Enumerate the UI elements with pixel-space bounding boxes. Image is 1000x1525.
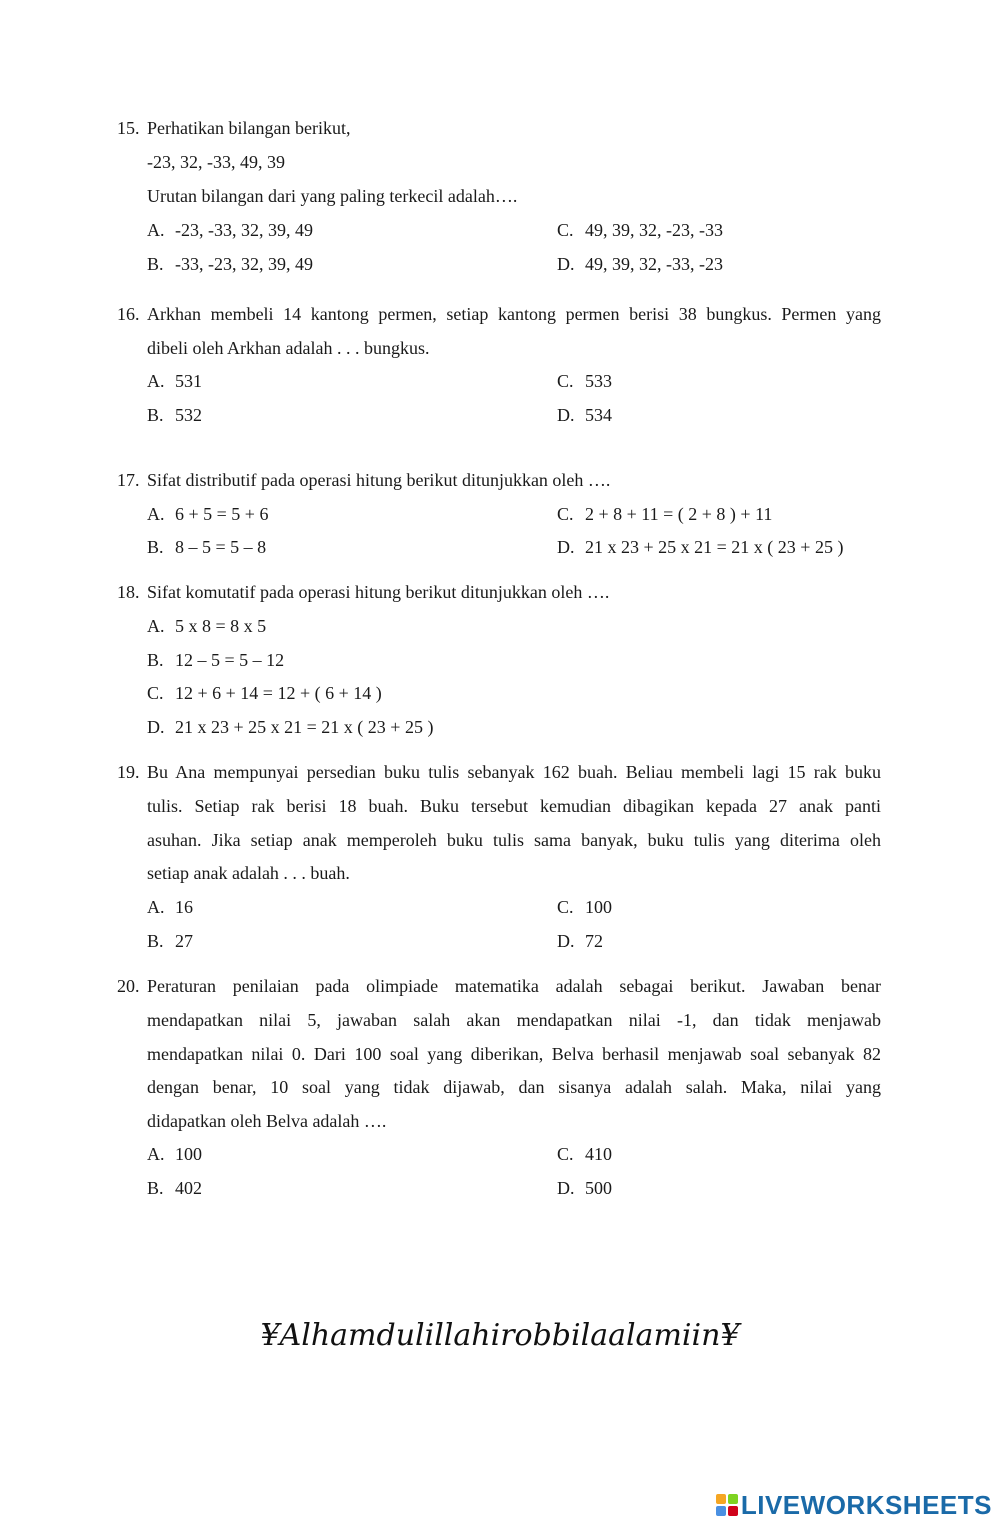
liveworksheets-brand[interactable] [716, 1490, 992, 1520]
question-text: asuhan. Jika setiap anak memperoleh buku tulis sama banyak, buku tulis yang diterima oleh [147, 830, 881, 850]
option-c[interactable]: C. 49, 39, 32, -23, -33 [557, 220, 723, 240]
option-d[interactable]: D. 534 [557, 405, 612, 425]
question-number: 15. [117, 118, 140, 138]
option-b[interactable]: B. 12 – 5 = 5 – 12 [147, 650, 285, 670]
question-text: Bu Ana mempunyai persedian buku tulis sebanyak 162 buah. Beliau membeli lagi 15 rak buku [147, 762, 881, 782]
option-d[interactable]: D. 72 [557, 931, 603, 951]
option-b[interactable]: B. 27 [147, 931, 193, 951]
question-text: Urutan bilangan dari yang paling terkecil adalah…. [147, 186, 518, 206]
question-text: mendapatkan nilai 0. Dari 100 soal yang diberikan, Belva berhasil menjawab soal sebanyak 82 [147, 1044, 881, 1064]
option-a[interactable]: A. 6 + 5 = 5 + 6 [147, 504, 269, 524]
question-text: tulis. Setiap rak berisi 18 buah. Buku tersebut kemudian dibagikan kepada 27 anak panti [147, 796, 881, 816]
question-number: 16. [117, 304, 140, 324]
option-a[interactable]: A. 16 [147, 897, 193, 917]
option-b[interactable]: B. 8 – 5 = 5 – 8 [147, 537, 267, 557]
question-text: dengan benar, 10 soal yang tidak dijawab, dan sisanya adalah salah. Maka, nilai yang [147, 1077, 881, 1097]
option-d[interactable]: D. 49, 39, 32, -33, -23 [557, 254, 723, 274]
question-text: Peraturan penilaian pada olimpiade matematika adalah sebagai berikut. Jawaban benar [147, 976, 881, 996]
question-number: 18. [117, 582, 140, 602]
option-c[interactable]: C. 410 [557, 1144, 612, 1164]
closing-text: ¥Alhamdulillahirobbilaalamiin¥ [260, 1318, 740, 1353]
option-d[interactable]: D. 21 x 23 + 25 x 21 = 21 x ( 23 + 25 ) [557, 537, 844, 557]
option-a[interactable]: A. 531 [147, 371, 202, 391]
option-b[interactable]: B. -33, -23, 32, 39, 49 [147, 254, 313, 274]
question-text: dibeli oleh Arkhan adalah . . . bungkus. [147, 338, 430, 358]
question-text: Perhatikan bilangan berikut, [147, 118, 351, 138]
question-text: -23, 32, -33, 49, 39 [147, 152, 285, 172]
question-number: 17. [117, 470, 140, 490]
question-text: mendapatkan nilai 5, jawaban salah akan mendapatkan nilai -1, dan tidak menjawab [147, 1010, 881, 1030]
option-a[interactable]: A. 5 x 8 = 8 x 5 [147, 616, 267, 636]
option-c[interactable]: C. 12 + 6 + 14 = 12 + ( 6 + 14 ) [147, 683, 382, 703]
option-c[interactable]: C. 2 + 8 + 11 = ( 2 + 8 ) + 11 [557, 504, 773, 524]
question-text: Sifat distributif pada operasi hitung berikut ditunjukkan oleh …. [147, 470, 611, 490]
question-text: Sifat komutatif pada operasi hitung berikut ditunjukkan oleh …. [147, 582, 610, 602]
brand-text: LIVEWORKSHEETS [740, 1489, 992, 1520]
question-text: setiap anak adalah . . . buah. [147, 863, 350, 883]
liveworksheets-logo-icon [716, 1494, 738, 1516]
option-d[interactable]: D. 500 [557, 1178, 612, 1198]
question-text: didapatkan oleh Belva adalah …. [147, 1111, 387, 1131]
option-c[interactable]: C. 100 [557, 897, 612, 917]
option-c[interactable]: C. 533 [557, 371, 612, 391]
option-d[interactable]: D. 21 x 23 + 25 x 21 = 21 x ( 23 + 25 ) [147, 717, 434, 737]
option-b[interactable]: B. 402 [147, 1178, 202, 1198]
question-number: 19. [117, 762, 140, 782]
option-a[interactable]: A. -23, -33, 32, 39, 49 [147, 220, 313, 240]
option-a[interactable]: A. 100 [147, 1144, 202, 1164]
option-b[interactable]: B. 532 [147, 405, 202, 425]
question-number: 20. [117, 976, 140, 996]
question-text: Arkhan membeli 14 kantong permen, setiap kantong permen berisi 38 bungkus. Permen yang [147, 304, 881, 324]
